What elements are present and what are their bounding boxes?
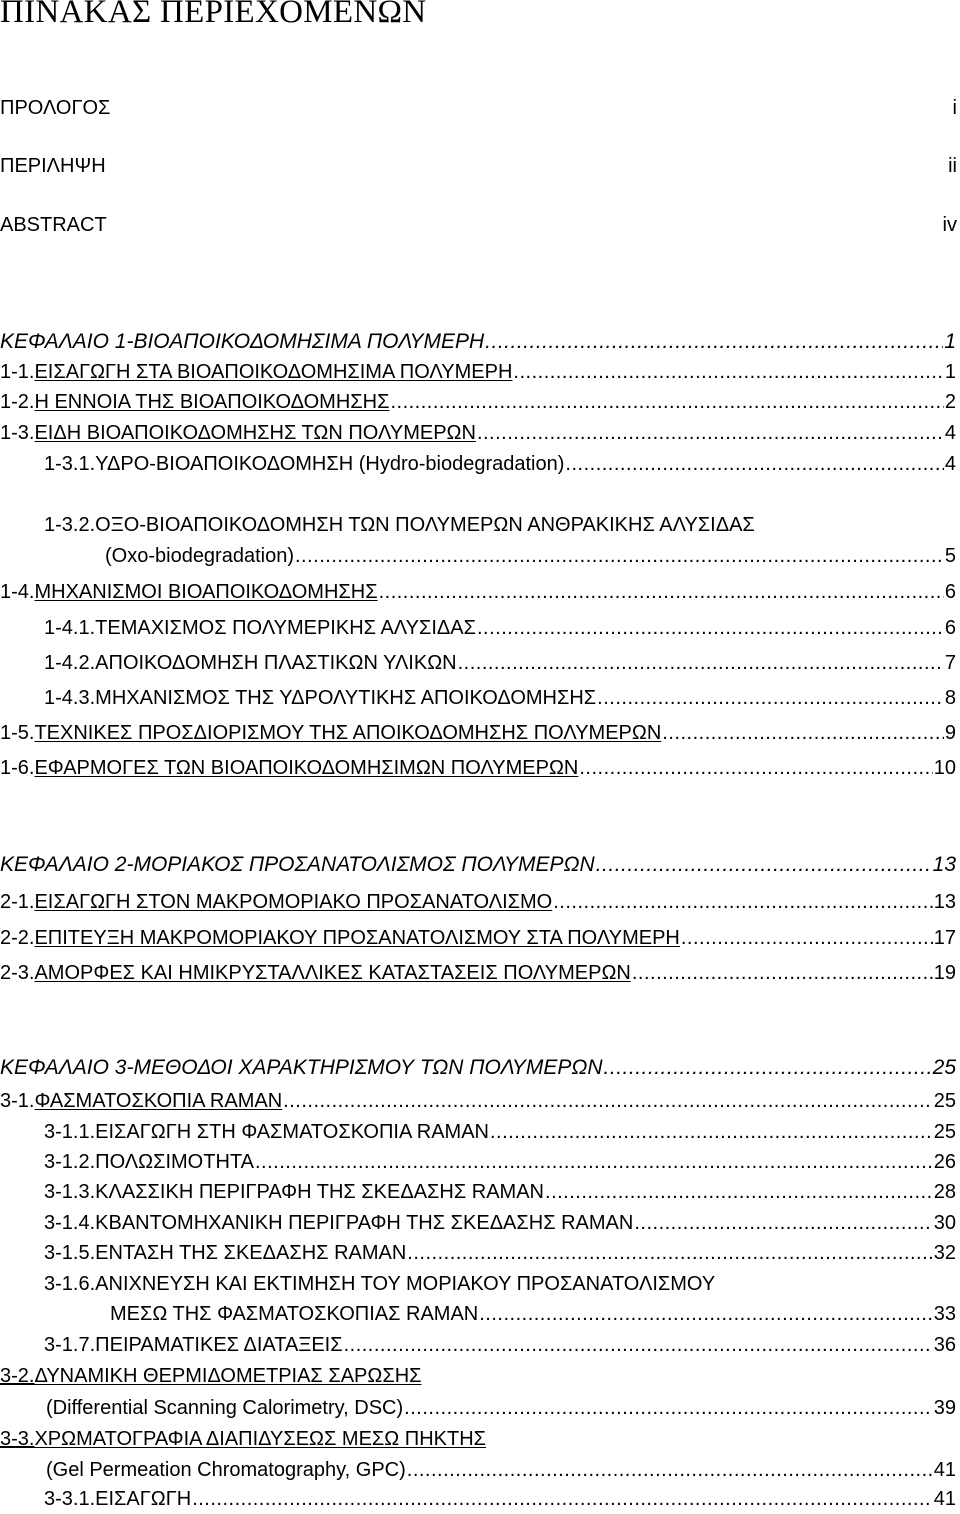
toc-entry-label: ΤΕΧΝΙΚΕΣ ΠΡΟΣΔΙΟΡΙΣΜΟΥ ΤΗΣ ΑΠΟΙΚΟΔΟΜΗΣΗΣ ΠΟΛΥΜΕΡΩΝ bbox=[34, 722, 662, 744]
toc-entry-label: ΚΛΑΣΣΙΚΗ ΠΕΡΙΓΡΑΦΗ ΤΗΣ ΣΚΕΔΑΣΗΣ RAMAN bbox=[95, 1181, 545, 1203]
toc-entry-number: 1-3.1. bbox=[44, 453, 96, 475]
toc-dot-leader bbox=[485, 327, 943, 357]
toc-page-number: 4 bbox=[944, 422, 956, 444]
toc-entry-summary[interactable] bbox=[0, 151, 957, 181]
toc-page-number: 5 bbox=[944, 545, 956, 567]
toc-chapter-heading[interactable] bbox=[0, 1053, 956, 1083]
toc-entry-label: ABSTRACT bbox=[0, 214, 107, 236]
toc-subentry[interactable] bbox=[44, 1330, 956, 1360]
toc-page-number: 39 bbox=[933, 1397, 956, 1419]
toc-entry-number: 1-5. bbox=[0, 722, 35, 744]
toc-entry-number: 1-2. bbox=[0, 391, 35, 413]
toc-entry-continuation[interactable] bbox=[46, 1393, 956, 1423]
toc-entry-number: 3-1.4. bbox=[44, 1212, 96, 1234]
toc-entry-label: ΜΗΧΑΝΙΣΜΟΙ ΒΙΟΑΠΟΙΚΟΔΟΜΗΣΗΣ bbox=[34, 581, 378, 603]
toc-entry[interactable] bbox=[0, 387, 956, 417]
toc-subentry[interactable] bbox=[44, 1269, 956, 1299]
toc-page-number: 41 bbox=[933, 1459, 956, 1481]
toc-page-number: 6 bbox=[944, 581, 956, 603]
toc-entry-number: 3-1.6. bbox=[44, 1273, 96, 1295]
toc-dot-leader bbox=[681, 923, 933, 953]
toc-entry[interactable] bbox=[0, 753, 956, 783]
toc-entry[interactable] bbox=[0, 923, 956, 953]
toc-chapter-heading[interactable] bbox=[0, 327, 956, 357]
toc-entry[interactable] bbox=[0, 418, 956, 448]
toc-entry[interactable] bbox=[0, 577, 956, 607]
toc-entry-label: ΜΗΧΑΝΙΣΜΟΣ ΤΗΣ ΥΔΡΟΛΥΤΙΚΗΣ ΑΠΟΙΚΟΔΟΜΗΣΗΣ bbox=[95, 687, 597, 709]
toc-subentry[interactable] bbox=[44, 648, 956, 678]
toc-page-number: 9 bbox=[944, 722, 956, 744]
toc-entry-label: (Differential Scanning Calorimetry, DSC) bbox=[46, 1397, 404, 1419]
toc-page-number: 1 bbox=[944, 361, 956, 383]
toc-subentry[interactable] bbox=[44, 1238, 956, 1268]
toc-entry-number: 3-1.2. bbox=[44, 1151, 96, 1173]
toc-entry[interactable] bbox=[0, 1086, 956, 1116]
toc-entry-label: ΕΙΔΗ ΒΙΟΑΠΟΙΚΟΔΟΜΗΣΗΣ ΤΩΝ ΠΟΛΥΜΕΡΩΝ bbox=[34, 422, 476, 444]
toc-dot-leader bbox=[295, 541, 944, 571]
toc-page-number: 13 bbox=[932, 853, 956, 876]
toc-entry-number: 3-3. bbox=[0, 1428, 35, 1450]
toc-dot-leader bbox=[596, 850, 932, 880]
toc-dot-leader bbox=[344, 1330, 933, 1360]
toc-entry-label: ΧΡΩΜΑΤΟΓΡΑΦΙΑ ΔΙΑΠΙΔΥΣΕΩΣ ΜΕΣΩ ΠΗΚΤΗΣ bbox=[34, 1428, 487, 1450]
toc-entry-number: 1-1. bbox=[0, 361, 35, 383]
toc-entry-number: 2-3. bbox=[0, 962, 35, 984]
toc-entry[interactable] bbox=[0, 357, 956, 387]
toc-page-number: iv bbox=[942, 214, 957, 236]
toc-subentry[interactable] bbox=[44, 683, 956, 713]
toc-entry-label: ΠΕΡΙΛΗΨΗ bbox=[0, 155, 106, 177]
toc-entry-label: ΕΦΑΡΜΟΓΕΣ ΤΩΝ ΒΙΟΑΠΟΙΚΟΔΟΜΗΣΙΜΩΝ ΠΟΛΥΜΕΡΩΝ bbox=[34, 757, 579, 779]
toc-page-number: i bbox=[952, 97, 957, 119]
toc-entry-label: ΥΔΡΟ-ΒΙΟΑΠΟΙΚΟΔΟΜΗΣΗ (Hydro-biodegradation) bbox=[95, 453, 565, 475]
toc-entry[interactable] bbox=[0, 718, 956, 748]
toc-page-number: 13 bbox=[933, 891, 956, 913]
toc-entry-number: 1-4. bbox=[0, 581, 35, 603]
toc-dot-leader bbox=[565, 449, 943, 479]
toc-entry-label: ΚΕΦΑΛΑΙΟ 2-ΜΟΡΙΑΚΟΣ ΠΡΟΣΑΝΑΤΟΛΙΣΜΟΣ ΠΟΛΥΜΕΡΩΝ bbox=[0, 853, 595, 876]
toc-dot-leader bbox=[407, 1455, 933, 1485]
toc-entry-label: ΚΕΦΑΛΑΙΟ 3-ΜΕΘΟΔΟΙ ΧΑΡΑΚΤΗΡΙΣΜΟΥ ΤΩΝ ΠΟΛΥΜΕΡΩΝ bbox=[0, 1056, 603, 1079]
toc-chapter-heading[interactable] bbox=[0, 850, 956, 880]
toc-entry-label: ΕΙΣΑΓΩΓΗ ΣΤΟΝ ΜΑΚΡΟΜΟΡΙΑΚΟ ΠΡΟΣΑΝΑΤΟΛΙΣΜΟ bbox=[34, 891, 553, 913]
toc-page-number: 10 bbox=[933, 757, 956, 779]
toc-entry-abstract[interactable] bbox=[0, 210, 957, 240]
toc-dot-leader bbox=[579, 753, 932, 783]
toc-dot-leader bbox=[662, 718, 944, 748]
toc-subentry[interactable] bbox=[44, 1208, 956, 1238]
toc-entry-label: ΜΕΣΩ ΤΗΣ ΦΑΣΜΑΤΟΣΚΟΠΙΑΣ RAMAN bbox=[110, 1303, 479, 1325]
toc-dot-leader bbox=[545, 1177, 933, 1207]
toc-dot-leader bbox=[513, 357, 943, 387]
toc-page-number: 1 bbox=[944, 330, 956, 353]
toc-subentry[interactable] bbox=[44, 613, 956, 643]
toc-page-number: 25 bbox=[933, 1090, 956, 1112]
toc-entry-number: 1-4.2. bbox=[44, 652, 96, 674]
toc-entry-label: Η ΕΝΝΟΙΑ ΤΗΣ ΒΙΟΑΠΟΙΚΟΔΟΜΗΣΗΣ bbox=[34, 391, 390, 413]
toc-entry-label: ΚΕΦΑΛΑΙΟ 1-ΒΙΟΑΠΟΙΚΟΔΟΜΗΣΙΜΑ ΠΟΛΥΜΕΡΗ bbox=[0, 330, 485, 353]
toc-entry-number: 3-1.3. bbox=[44, 1181, 96, 1203]
toc-page-number: 32 bbox=[933, 1242, 956, 1264]
toc-entry-label: ΕΙΣΑΓΩΓΗ bbox=[95, 1488, 192, 1510]
toc-dot-leader bbox=[479, 1299, 933, 1329]
toc-entry-number: 1-4.3. bbox=[44, 687, 96, 709]
toc-entry-label: ΟΞΟ-ΒΙΟΑΠΟΙΚΟΔΟΜΗΣΗ ΤΩΝ ΠΟΛΥΜΕΡΩΝ ΑΝΘΡΑΚΙΚΗΣ ΑΛΥΣΙΔΑΣ bbox=[95, 514, 755, 536]
toc-entry-number: 3-1.5. bbox=[44, 1242, 96, 1264]
toc-entry-label: ΑΜΟΡΦΕΣ ΚΑΙ ΗΜΙΚΡΥΣΤΑΛΛΙΚΕΣ ΚΑΤΑΣΤΑΣΕΙΣ ΠΟΛΥΜΕΡΩΝ bbox=[34, 962, 631, 984]
toc-dot-leader bbox=[553, 887, 933, 917]
toc-dot-leader bbox=[379, 577, 944, 607]
toc-subentry[interactable] bbox=[44, 1177, 956, 1207]
toc-entry-label: ΔΥΝΑΜΙΚΗ ΘΕΡΜΙΔΟΜΕΤΡΙΑΣ ΣΑΡΩΣΗΣ bbox=[34, 1365, 422, 1387]
toc-entry-label: ΚΒΑΝΤΟΜΗΧΑΝΙΚΗ ΠΕΡΙΓΡΑΦΗ ΤΗΣ ΣΚΕΔΑΣΗΣ RAMAN bbox=[95, 1212, 634, 1234]
toc-dot-leader bbox=[477, 613, 944, 643]
toc-dot-leader bbox=[458, 648, 944, 678]
toc-page-number: 6 bbox=[944, 617, 956, 639]
toc-entry-number: 2-1. bbox=[0, 891, 35, 913]
toc-dot-leader bbox=[407, 1238, 932, 1268]
toc-entry-number: 3-2. bbox=[0, 1365, 35, 1387]
toc-dot-leader bbox=[634, 1208, 932, 1238]
toc-entry[interactable] bbox=[0, 1424, 956, 1454]
toc-page-number: 28 bbox=[933, 1181, 956, 1203]
toc-entry-label: ΕΙΣΑΓΩΓΗ ΣΤΑ ΒΙΟΑΠΟΙΚΟΔΟΜΗΣΙΜΑ ΠΟΛΥΜΕΡΗ bbox=[34, 361, 513, 383]
toc-subentry[interactable] bbox=[44, 510, 956, 540]
toc-subentry[interactable] bbox=[44, 1117, 956, 1147]
toc-entry-label: ΠΕΙΡΑΜΑΤΙΚΕΣ ΔΙΑΤΑΞΕΙΣ bbox=[95, 1334, 343, 1356]
toc-dot-leader bbox=[255, 1147, 933, 1177]
toc-entry-label: ΑΠΟΙΚΟΔΟΜΗΣΗ ΠΛΑΣΤΙΚΩΝ ΥΛΙΚΩΝ bbox=[95, 652, 457, 674]
toc-entry-label: ΕΝΤΑΣΗ ΤΗΣ ΣΚΕΔΑΣΗΣ RAMAN bbox=[95, 1242, 407, 1264]
toc-page-number: 25 bbox=[932, 1056, 956, 1079]
toc-page-number: 8 bbox=[944, 687, 956, 709]
toc-page-number: 41 bbox=[933, 1488, 956, 1510]
toc-page-number: 26 bbox=[933, 1151, 956, 1173]
toc-entry-preface[interactable] bbox=[0, 93, 957, 123]
toc-entry-number: 1-3.2. bbox=[44, 514, 96, 536]
toc-entry-label: (Gel Permeation Chromatography, GPC) bbox=[46, 1459, 406, 1481]
toc-entry-number: 3-3.1. bbox=[44, 1488, 96, 1510]
toc-subentry-continuation[interactable] bbox=[105, 541, 956, 571]
toc-page-number: 7 bbox=[944, 652, 956, 674]
toc-dot-leader bbox=[477, 418, 944, 448]
toc-dot-leader bbox=[390, 387, 943, 417]
toc-entry[interactable] bbox=[0, 1361, 956, 1391]
toc-page-number: 36 bbox=[933, 1334, 956, 1356]
toc-dot-leader bbox=[490, 1117, 933, 1147]
toc-dot-leader bbox=[604, 1053, 932, 1083]
toc-subentry-continuation[interactable] bbox=[110, 1299, 956, 1329]
toc-entry-label: ΦΑΣΜΑΤΟΣΚΟΠΙΑ RAMAN bbox=[34, 1090, 283, 1112]
toc-page-number: 4 bbox=[944, 453, 956, 475]
toc-dot-leader bbox=[597, 683, 944, 713]
toc-page-number: 25 bbox=[933, 1121, 956, 1143]
toc-entry-number: 1-3. bbox=[0, 422, 35, 444]
toc-entry-label: ΤΕΜΑΧΙΣΜΟΣ ΠΟΛΥΜΕΡΙΚΗΣ ΑΛΥΣΙΔΑΣ bbox=[95, 617, 476, 639]
toc-entry-continuation[interactable] bbox=[46, 1455, 956, 1485]
toc-entry-number: 1-4.1. bbox=[44, 617, 96, 639]
toc-entry-number: 3-1.1. bbox=[44, 1121, 96, 1143]
toc-entry-label: (Oxo-biodegradation) bbox=[105, 545, 294, 567]
toc-subentry[interactable] bbox=[44, 449, 956, 479]
toc-entry-number: 2-2. bbox=[0, 927, 35, 949]
page-title: ΠΙΝΑΚΑΣ ΠΕΡΙΕΧΟΜΕΝΩΝ bbox=[0, 0, 427, 30]
toc-page-number: 17 bbox=[933, 927, 956, 949]
toc-page-number: 19 bbox=[933, 962, 956, 984]
toc-entry-number: 3-1. bbox=[0, 1090, 35, 1112]
toc-dot-leader bbox=[632, 958, 933, 988]
toc-entry-label: ΕΙΣΑΓΩΓΗ ΣΤΗ ΦΑΣΜΑΤΟΣΚΟΠΙΑ RAMAN bbox=[95, 1121, 489, 1143]
toc-page-number: 2 bbox=[944, 391, 956, 413]
toc-page-number: ii bbox=[948, 155, 957, 177]
toc-page-number: 33 bbox=[933, 1303, 956, 1325]
toc-entry-label: ΑΝΙΧΝΕΥΣΗ ΚΑΙ ΕΚΤΙΜΗΣΗ ΤΟΥ ΜΟΡΙΑΚΟΥ ΠΡΟΣΑΝΑΤΟΛΙΣΜΟΥ bbox=[95, 1273, 716, 1295]
toc-page-number: 30 bbox=[933, 1212, 956, 1234]
toc-entry-number: 1-6. bbox=[0, 757, 35, 779]
toc-dot-leader bbox=[283, 1086, 933, 1116]
toc-entry-label: ΕΠΙΤΕΥΞΗ ΜΑΚΡΟΜΟΡΙΑΚΟΥ ΠΡΟΣΑΝΑΤΟΛΙΣΜΟΥ ΣΤΑ ΠΟΛΥΜΕΡΗ bbox=[34, 927, 680, 949]
toc-entry-label: ΠΡΟΛΟΓΟΣ bbox=[0, 97, 111, 119]
toc-entry[interactable] bbox=[0, 958, 956, 988]
toc-subentry[interactable] bbox=[44, 1147, 956, 1177]
toc-entry[interactable] bbox=[0, 887, 956, 917]
toc-entry-number: 3-1.7. bbox=[44, 1334, 96, 1356]
toc-entry-label: ΠΟΛΩΣΙΜΟΤΗΤΑ bbox=[95, 1151, 254, 1173]
toc-dot-leader bbox=[404, 1393, 933, 1423]
